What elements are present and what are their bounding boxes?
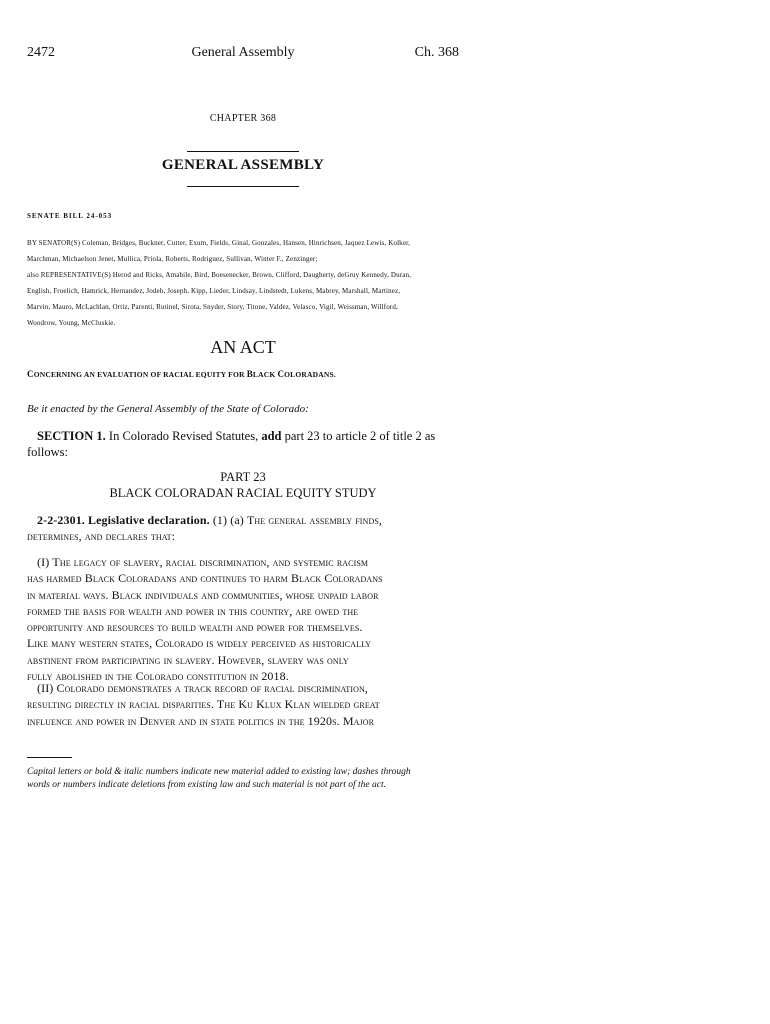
page-number: 2472 <box>27 45 55 60</box>
sponsor-line: Marchman, Michaelson Jenet, Mullica, Priola, Roberts, Rodriguez, Sullivan, Winter F., Zenzinger; <box>27 255 318 263</box>
document-page <box>27 0 459 1024</box>
page-header <box>27 45 459 65</box>
title-rule-top <box>187 151 299 152</box>
part-number: PART 23 <box>220 470 266 484</box>
header-chapter: Ch. 368 <box>414 45 459 60</box>
assembly-title: GENERAL ASSEMBLY <box>161 157 325 173</box>
paragraph-i: (I) The legacy of slavery, racial discrimination, and systemic racism has harmed Black Coloradans and continues to harm Black Coloradans in material ways. Black individuals and communities, whose unpaid labor formed the basis for wealth and power in this country, are owed the opportunity and resources to build wealth and power for themselves. Like many western states, Colorado is widely perceived as historically abstinent from participating in slavery. However, slavery was only fully abolished in the Colorado constitution in 2018. <box>27 555 383 684</box>
sponsor-line: BY SENATOR(S) Coleman, Bridges, Buckner, Cutter, Exum, Fields, Ginal, Gonzales, Hansen, Hinrichsen, Jaquez Lewis, Kolker, <box>27 239 411 247</box>
statute-section: 2-2-2301. <box>37 513 85 527</box>
chapter-label: CHAPTER 368 <box>209 113 277 124</box>
sponsors-block <box>27 235 459 331</box>
declaration-heading: Legislative declaration. <box>88 513 210 527</box>
enacting-clause: Be it enacted by the General Assembly of the State of Colorado: <box>27 403 309 415</box>
title-rule-bottom <box>187 186 299 187</box>
part-title: BLACK COLORADAN RACIAL EQUITY STUDY <box>109 486 377 500</box>
concerning-clause: CONCERNING AN EVALUATION OF RACIAL EQUITY FOR BLACK COLORADANS. <box>27 369 336 379</box>
act-title: AN ACT <box>210 337 276 357</box>
add-keyword: add <box>261 429 282 443</box>
sponsor-line: Woodrow, Young, McCluskie. <box>27 319 116 327</box>
header-title: General Assembly <box>191 45 295 60</box>
section-1: SECTION 1. In Colorado Revised Statutes, add part 23 to article 2 of title 2 as follows: <box>27 429 436 459</box>
part-heading <box>27 469 459 501</box>
footnote: Capital letters or bold & italic numbers indicate new material added to existing law; dashes through words or numbers indicate deletions from existing law and such material is not part of the act. <box>27 767 411 790</box>
sponsor-line: Marvin, Mauro, McLachlan, Ortiz, Parenti, Rutinel, Sirota, Snyder, Story, Titone, Valdez, Velasco, Vigil, Weissman, Willford, <box>27 303 398 311</box>
sponsor-line: also REPRESENTATIVE(S) Herod and Ricks, Amabile, Bird, Boesenecker, Brown, Clifford, Daugherty, deGruy Kennedy, Duran, <box>27 271 412 279</box>
section-label: SECTION 1. <box>37 429 106 443</box>
bill-number: SENATE BILL 24-053 <box>27 212 113 220</box>
legislative-declaration: 2-2-2301. Legislative declaration. (1) (a) The general assembly finds, determines, and declares that: <box>27 513 382 544</box>
sponsor-line: English, Froelich, Hamrick, Hernandez, Jodeh, Joseph, Kipp, Lieder, Lindsay, Lindstedt, Lukens, Mabrey, Marshall, Martinez, <box>27 287 401 295</box>
paragraph-ii: (II) Colorado demonstrates a track record of racial discrimination, resulting directly in racial disparities. The Ku Klux Klan wielded great influence and power in Denver and in state politics in the 1920s. Major <box>27 681 380 728</box>
footnote-rule <box>27 757 72 758</box>
